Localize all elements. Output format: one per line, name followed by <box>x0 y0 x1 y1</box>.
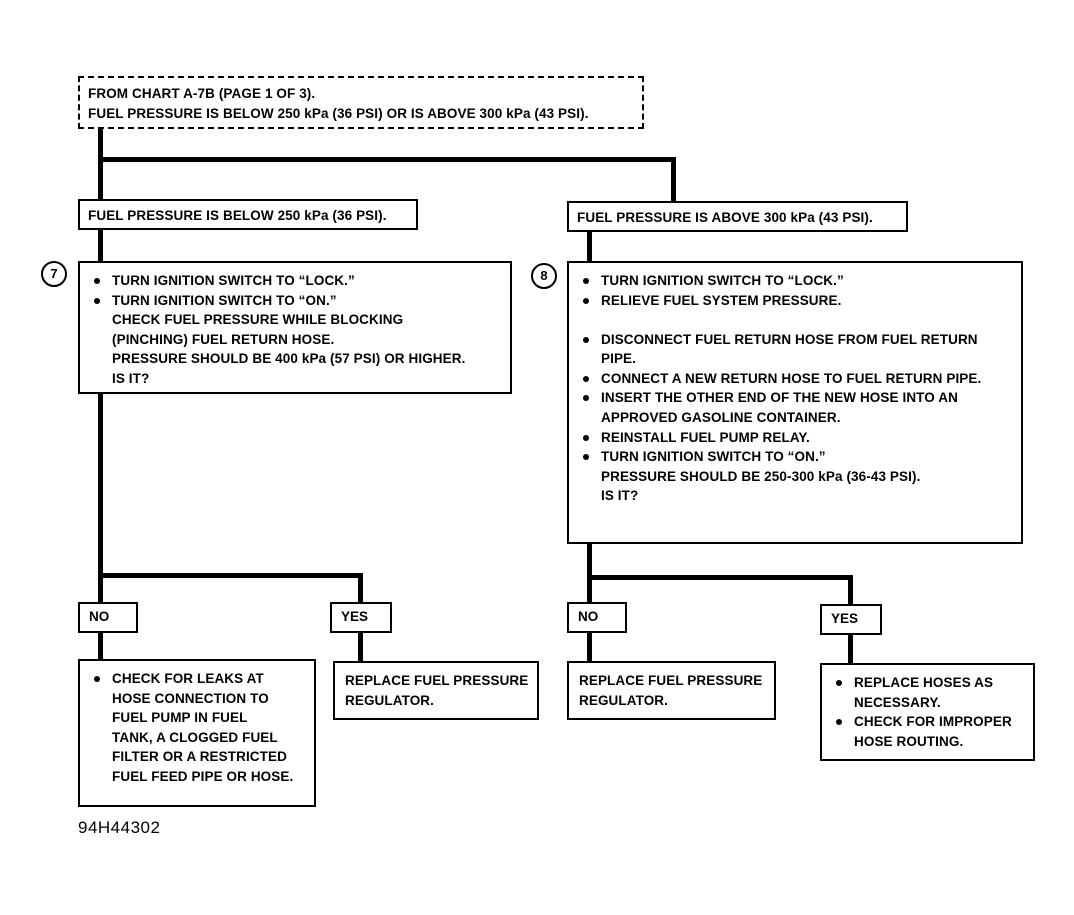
step-7-line: CHECK FUEL PRESSURE WHILE BLOCKING <box>112 312 404 328</box>
step-8-line: DISCONNECT FUEL RETURN HOSE FROM FUEL RETURN <box>579 330 1011 350</box>
right-no-result-box <box>567 661 776 720</box>
left-no-result-line: FUEL PUMP IN FUEL <box>112 710 248 726</box>
step-7-list <box>90 271 500 388</box>
right-no-result-line: REPLACE FUEL PRESSURE <box>579 673 763 688</box>
step-7-line: IS IT? <box>112 370 150 386</box>
step-8-list <box>579 271 1011 506</box>
step-7-line: (PINCHING) FUEL RETURN HOSE. <box>112 331 335 347</box>
left-no-result-line: CHECK FOR LEAKS AT <box>90 669 304 689</box>
step-8-line: CONNECT A NEW RETURN HOSE TO FUEL RETURN PIPE. <box>579 369 1011 389</box>
step-number-8: 8 <box>531 263 557 289</box>
step-7-line: TURN IGNITION SWITCH TO “ON.” <box>90 291 500 311</box>
left-condition-box <box>78 199 418 230</box>
right-yes-result-line: REPLACE HOSES AS <box>832 673 1023 693</box>
right-yes-result-line: NECESSARY. <box>854 694 941 710</box>
connector-step7-yes-down <box>358 573 363 602</box>
connector-step8-split <box>587 575 853 580</box>
right-yes-result-box <box>820 663 1035 761</box>
connector-right-no-to-result <box>587 633 592 661</box>
header-line-2: FUEL PRESSURE IS BELOW 250 kPa (36 PSI) OR IS ABOVE 300 kPa (43 PSI). <box>88 105 589 121</box>
left-yes-box: YES <box>330 602 392 633</box>
step-7-box <box>78 261 512 394</box>
connector-right-yes-to-result <box>848 635 853 663</box>
connector-header-horizontal <box>98 157 676 162</box>
header-box <box>78 76 644 129</box>
left-no-result-line: FUEL FEED PIPE OR HOSE. <box>112 768 294 784</box>
step-8-line: INSERT THE OTHER END OF THE NEW HOSE INTO AN <box>579 388 1011 408</box>
left-no-result-line: FILTER OR A RESTRICTED <box>112 749 287 765</box>
connector-step8-yes-down <box>848 575 853 604</box>
left-no-result-list <box>90 669 304 786</box>
step-7-line: TURN IGNITION SWITCH TO “LOCK.” <box>90 271 500 291</box>
connector-right-condition-to-step <box>587 232 592 262</box>
left-yes-result-box <box>333 661 539 720</box>
step-8-line: PIPE. <box>601 351 637 367</box>
left-no-result-box <box>78 659 316 807</box>
step-8-line: APPROVED GASOLINE CONTAINER. <box>601 409 841 425</box>
step-number-7: 7 <box>41 261 67 287</box>
step-8-line: IS IT? <box>601 488 639 504</box>
left-no-result-line: HOSE CONNECTION TO <box>112 690 269 706</box>
right-yes-box: YES <box>820 604 882 635</box>
right-no-result-line: REGULATOR. <box>579 692 669 708</box>
connector-left-yes-to-result <box>358 633 363 661</box>
left-condition-text: FUEL PRESSURE IS BELOW 250 kPa (36 PSI). <box>88 208 387 223</box>
right-yes-result-line: CHECK FOR IMPROPER <box>832 712 1023 732</box>
right-yes-result-list <box>832 673 1023 751</box>
left-yes-result-line: REPLACE FUEL PRESSURE <box>345 673 529 688</box>
right-yes-result-line: HOSE ROUTING. <box>854 733 964 749</box>
step-7-line: PRESSURE SHOULD BE 400 kPa (57 PSI) OR HIGHER. <box>112 351 466 367</box>
step-8-line: PRESSURE SHOULD BE 250-300 kPa (36-43 PSI). <box>601 468 921 484</box>
diagram-caption: 94H44302 <box>78 818 161 837</box>
header-line-1: FROM CHART A-7B (PAGE 1 OF 3). <box>88 86 316 101</box>
connector-left-condition-to-step <box>98 230 103 262</box>
connector-left-no-to-result <box>98 633 103 661</box>
connector-step7-split <box>98 573 363 578</box>
step-8-line: RELIEVE FUEL SYSTEM PRESSURE. <box>579 291 1011 311</box>
right-condition-text: FUEL PRESSURE IS ABOVE 300 kPa (43 PSI). <box>577 210 873 225</box>
left-no-result-line: TANK, A CLOGGED FUEL <box>112 729 278 745</box>
step-8-line: TURN IGNITION SWITCH TO “LOCK.” <box>579 271 1011 291</box>
right-no-box: NO <box>567 602 627 633</box>
step-8-line: TURN IGNITION SWITCH TO “ON.” <box>579 447 1011 467</box>
connector-header-down <box>98 129 103 199</box>
step-8-box <box>567 261 1023 544</box>
left-no-box: NO <box>78 602 138 633</box>
right-condition-box <box>567 201 908 232</box>
left-yes-result-line: REGULATOR. <box>345 692 435 708</box>
step-8-spacer <box>579 310 1011 330</box>
connector-header-right-down <box>671 157 676 202</box>
step-8-line: REINSTALL FUEL PUMP RELAY. <box>579 428 1011 448</box>
